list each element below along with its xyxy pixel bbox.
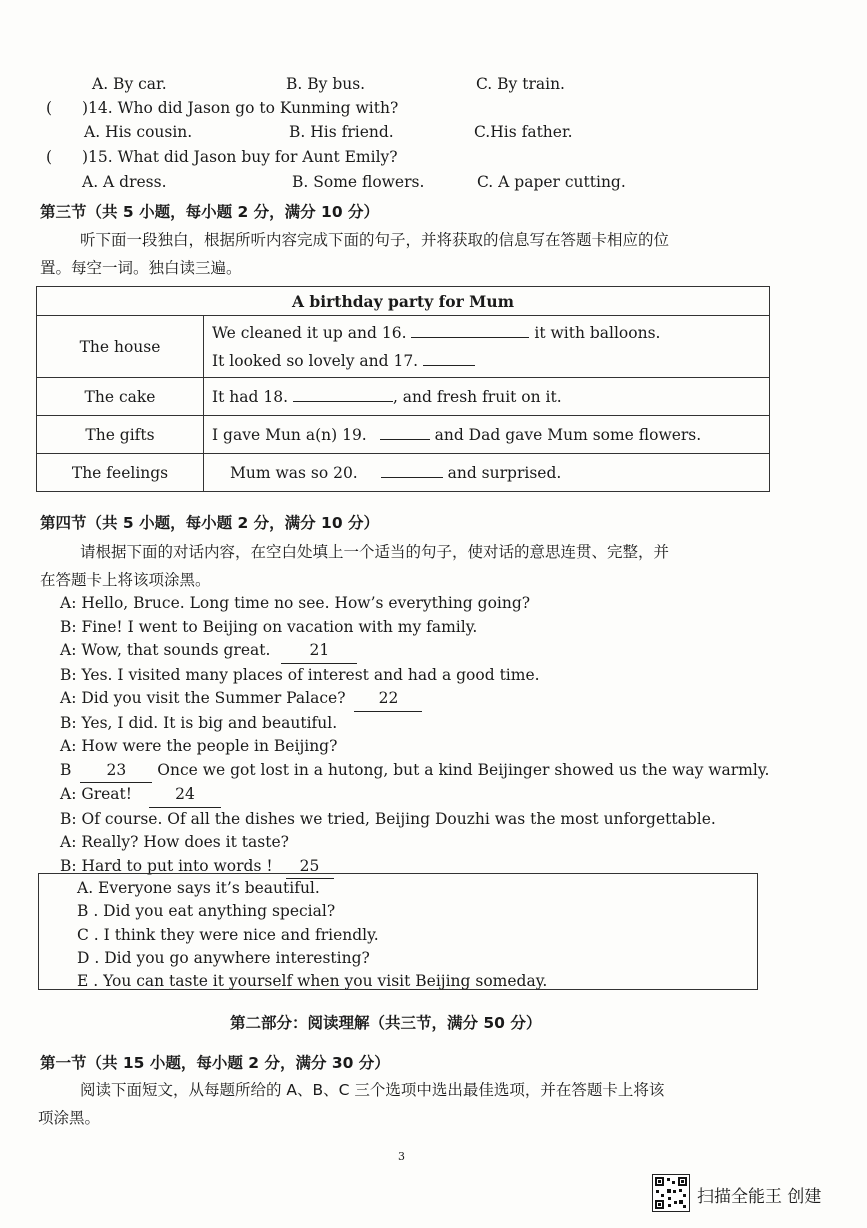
dialog-line-pre: B <box>60 760 72 779</box>
q15-stem: )15. What did Jason buy for Aunt Emily? <box>82 148 398 166</box>
q15-option-a: A. A dress. <box>82 173 167 191</box>
choice-b: B . Did you eat anything special? <box>77 902 336 921</box>
section4-heading: 第四节（共 5 小题，每小题 2 分，满分 10 分） <box>40 514 380 532</box>
dialog-line: B: Yes, I did. It is big and beautiful. <box>60 713 338 732</box>
gifts-pre: I gave Mun a(n) 19. <box>212 425 367 444</box>
q14-paren: ( <box>46 99 53 117</box>
blank-23[interactable]: 23 <box>80 759 152 784</box>
section4-instruction-line1: 请根据下面的对话内容，在空白处填上一个适当的句子，使对话的意思连贯、完整，并 <box>80 543 670 561</box>
q14-option-b: B. His friend. <box>289 123 394 141</box>
dialog-line-pre: B: Hard to put into words ! <box>60 856 273 875</box>
scanner-watermark-text: 扫描全能王 创建 <box>697 1187 822 1207</box>
dialog-line <box>60 687 769 712</box>
dialog-line <box>60 639 769 664</box>
house-line1-pre: We cleaned it up and 16. <box>212 323 407 342</box>
blank-17[interactable] <box>423 365 475 366</box>
row-content-house <box>204 316 770 378</box>
row-content-gifts <box>204 416 770 454</box>
cake-post: , and fresh fruit on it. <box>392 387 562 406</box>
q13-option-b: B. By bus. <box>286 75 366 93</box>
dialog <box>60 592 769 879</box>
blank-20[interactable] <box>381 477 443 478</box>
blank-19[interactable] <box>380 439 430 440</box>
section3-instruction-line2: 置。每空一词。独白读三遍。 <box>40 259 242 277</box>
part2-instruction-line2: 项涂黑。 <box>38 1109 101 1127</box>
blank-16[interactable] <box>411 337 529 338</box>
part2-section1-heading: 第一节（共 15 小题，每小题 2 分，满分 30 分） <box>40 1054 390 1072</box>
row-content-cake <box>204 378 770 416</box>
dialog-line: B: Fine! I went to Beijing on vacation with my family. <box>60 617 478 636</box>
choices-box <box>38 873 758 990</box>
q14-option-a: A. His cousin. <box>84 123 193 141</box>
dialog-line: A: Really? How does it taste? <box>60 833 289 851</box>
qr-code-icon <box>652 1174 690 1212</box>
blank-24[interactable]: 24 <box>149 783 221 808</box>
part2-heading: 第二部分：阅读理解（共三节，满分 50 分） <box>230 1014 542 1032</box>
q14-option-c: C.His father. <box>474 123 573 141</box>
cake-pre: It had 18. <box>212 387 289 406</box>
section3-heading: 第三节（共 5 小题，每小题 2 分，满分 10 分） <box>40 203 380 221</box>
dialog-line-post: Once we got lost in a hutong, but a kind Beijinger showed us the way warmly. <box>157 760 770 779</box>
dialog-line <box>60 759 769 784</box>
dialog-line-pre: A: Great! <box>60 785 133 803</box>
row-label-feelings: The feelings <box>37 454 204 492</box>
page-number: 3 <box>398 1150 405 1163</box>
house-line1-post: it with balloons. <box>534 323 661 342</box>
feelings-pre: Mum was so 20. <box>230 463 358 482</box>
dialog-line: B: Of course. Of all the dishes we tried, Beijing Douzhi was the most unforgettable. <box>60 809 716 828</box>
row-label-cake: The cake <box>37 378 204 416</box>
birthday-party-table <box>36 286 770 492</box>
section4-instruction-line2: 在答题卡上将该项涂黑。 <box>40 571 211 589</box>
choice-e: E . You can taste it yourself when you visit Beijing someday. <box>77 972 548 991</box>
q14-stem: )14. Who did Jason go to Kunming with? <box>82 99 399 117</box>
blank-25[interactable]: 25 <box>286 855 334 880</box>
table-title: A birthday party for Mum <box>37 287 770 316</box>
choice-c: C . I think they were nice and friendly. <box>77 925 379 944</box>
q13-option-c: C. By train. <box>476 75 565 93</box>
q13-option-a: A. By car. <box>92 75 167 93</box>
choice-a: A. Everyone says it’s beautiful. <box>77 879 320 897</box>
gifts-post: and Dad gave Mum some flowers. <box>434 425 702 444</box>
row-content-feelings <box>204 454 770 492</box>
dialog-line: A: Hello, Bruce. Long time no see. How’s everything going? <box>60 594 531 612</box>
section3-instruction-line1: 听下面一段独白，根据所听内容完成下面的句子，并将获取的信息写在答题卡相应的位 <box>80 231 670 249</box>
feelings-post: and surprised. <box>447 463 562 482</box>
choice-d: D . Did you go anywhere interesting? <box>77 948 370 967</box>
dialog-line <box>60 783 769 808</box>
row-label-house: The house <box>37 316 204 378</box>
blank-21[interactable]: 21 <box>281 639 357 664</box>
blank-18[interactable] <box>293 401 393 402</box>
dialog-line: B: Yes. I visited many places of interest and had a good time. <box>60 665 540 684</box>
house-line2-pre: It looked so lovely and 17. <box>212 351 419 370</box>
dialog-line: A: How were the people in Beijing? <box>60 737 338 755</box>
part2-instruction-line1: 阅读下面短文，从每题所给的 A、B、C 三个选项中选出最佳选项，并在答题卡上将该 <box>80 1081 665 1099</box>
dialog-line-pre: A: Did you visit the Summer Palace? <box>60 689 346 707</box>
dialog-line-pre: A: Wow, that sounds great. <box>60 641 271 659</box>
q15-option-b: B. Some flowers. <box>292 173 425 191</box>
blank-22[interactable]: 22 <box>354 687 422 712</box>
q15-paren: ( <box>46 148 53 166</box>
q15-option-c: C. A paper cutting. <box>477 173 626 191</box>
row-label-gifts: The gifts <box>37 416 204 454</box>
